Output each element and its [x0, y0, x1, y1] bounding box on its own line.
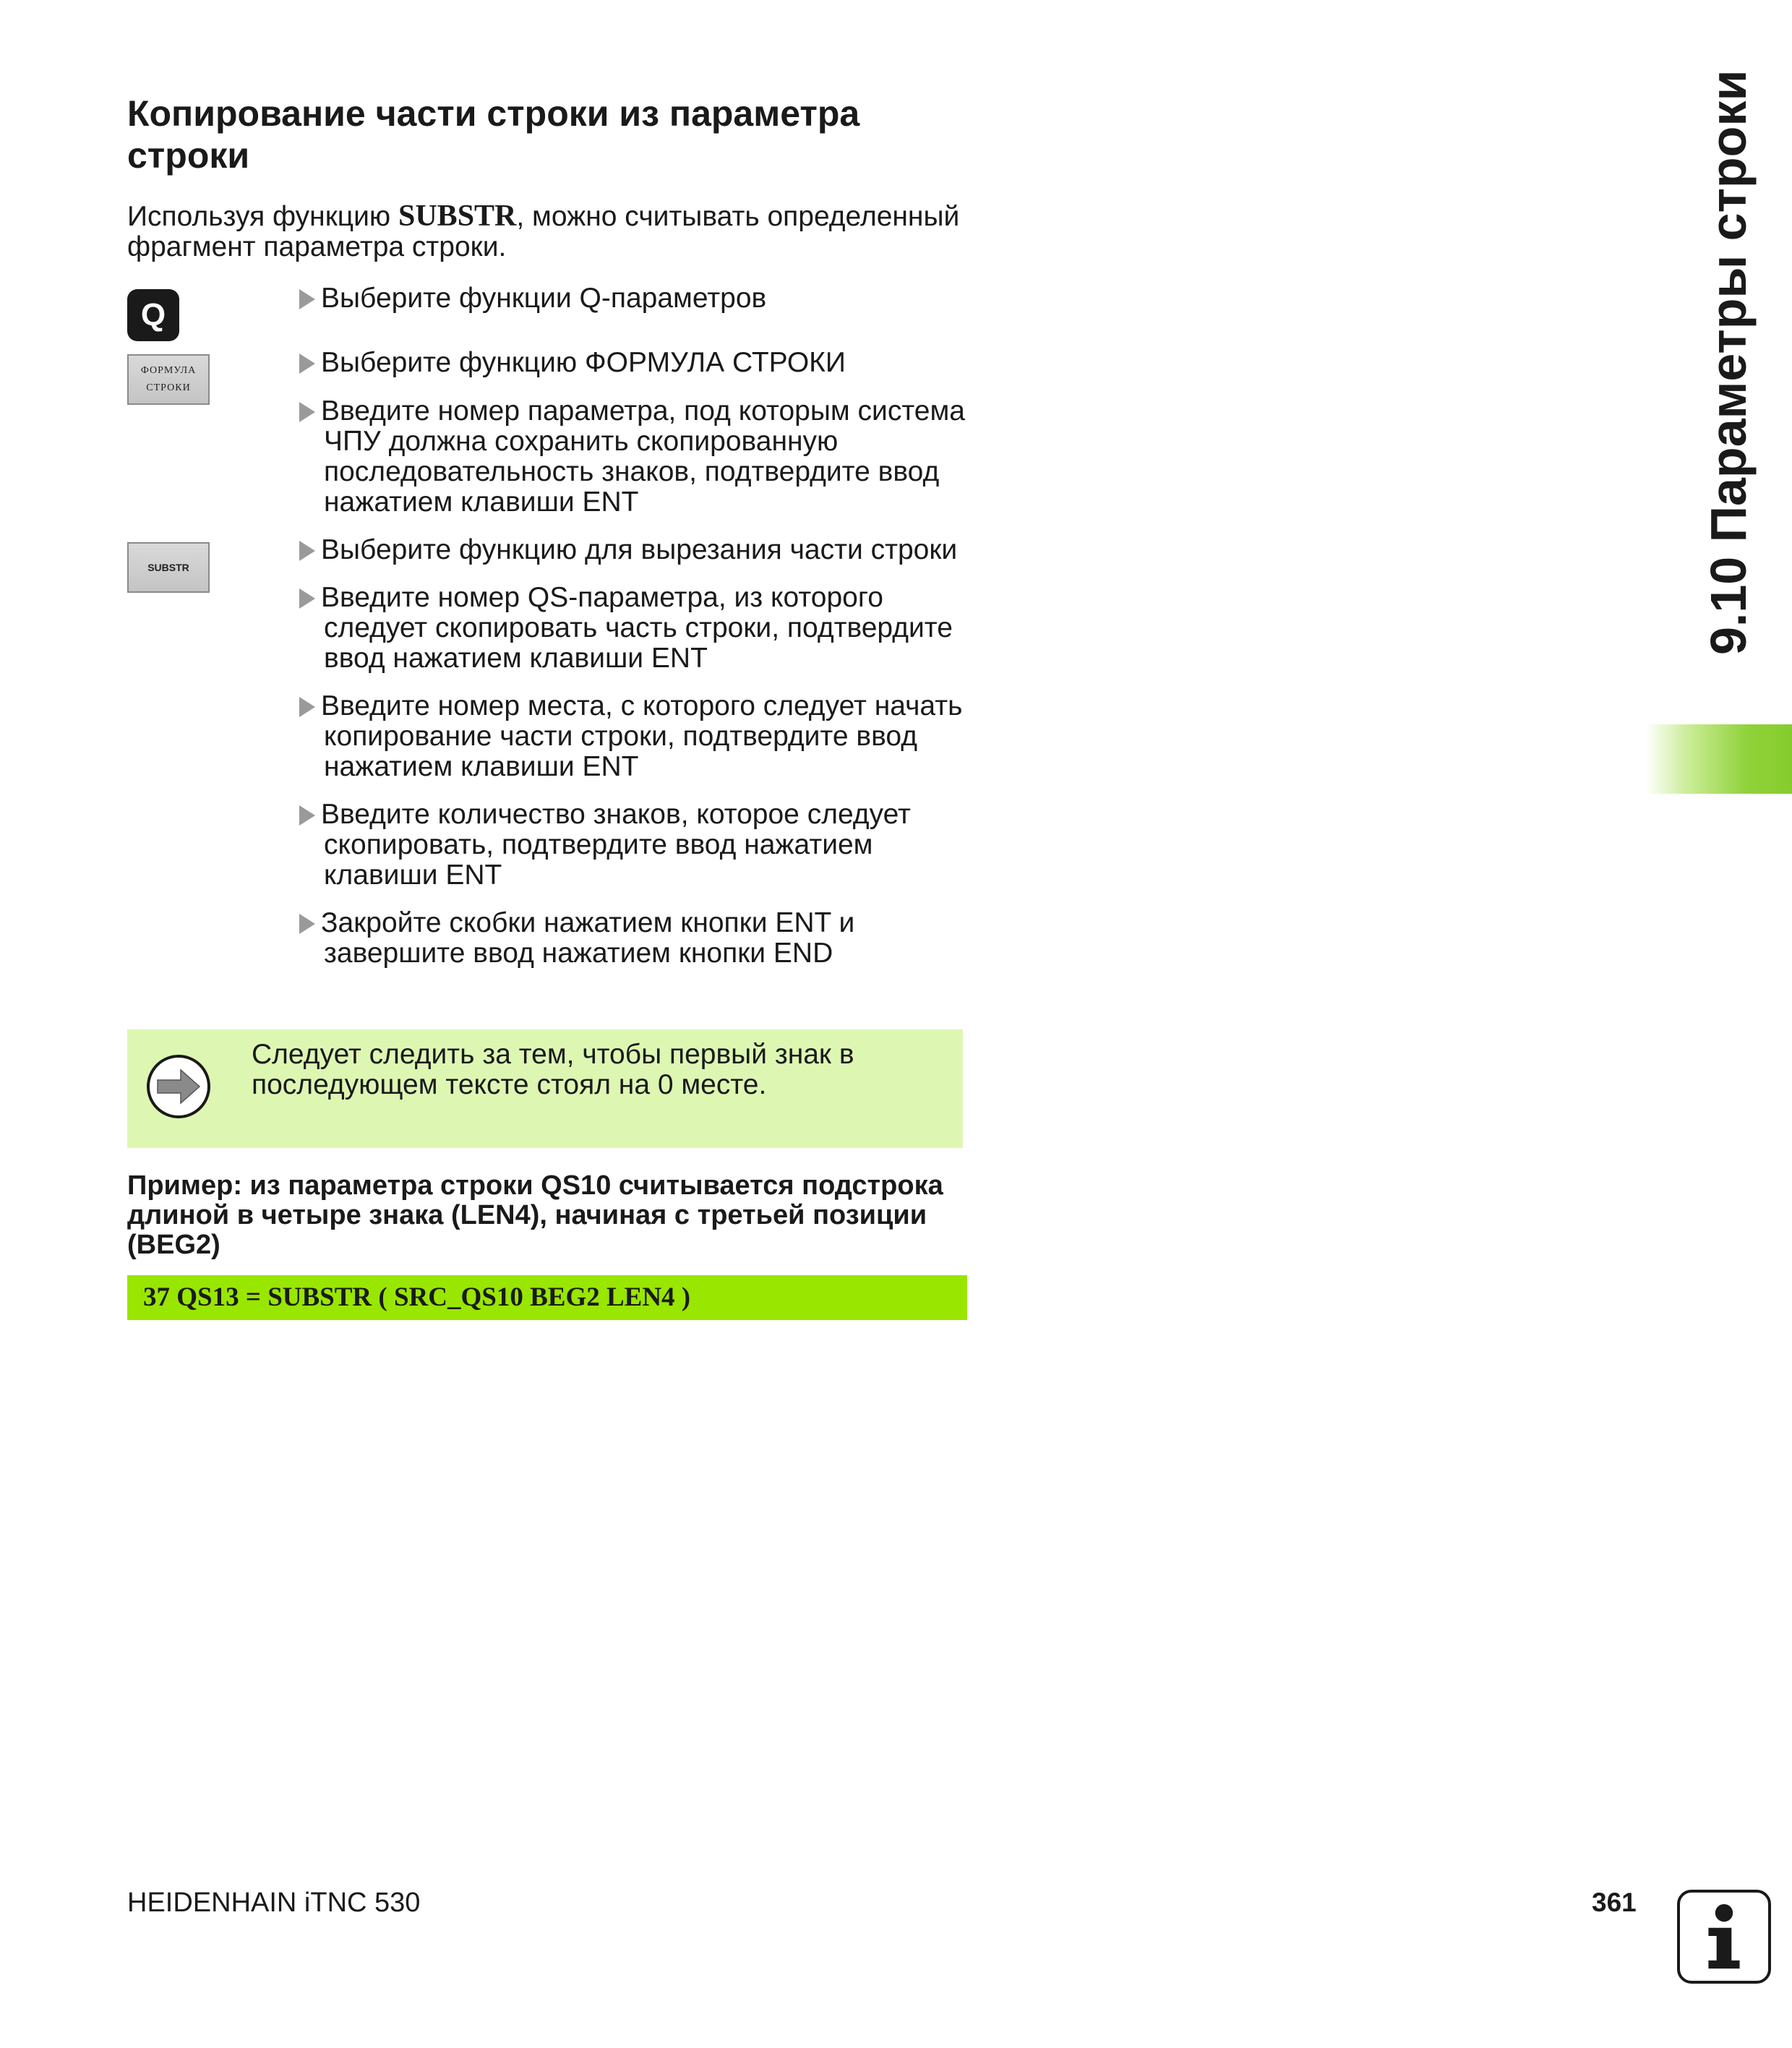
- step-arrow-icon: [299, 914, 315, 934]
- step-arrow-icon: [299, 588, 315, 609]
- q-key-icon: Q: [127, 289, 179, 341]
- step-arrow-icon: [299, 697, 315, 717]
- step-arrow-icon: [299, 541, 315, 561]
- example-heading: Пример: из параметра строки QS10 считывается подстрока длиной в четыре знака (LEN4), начиная с третьей позиции (BEG2): [127, 1170, 943, 1260]
- step-item: Выберите функцию ФОРМУЛА СТРОКИ: [298, 348, 970, 378]
- string-formula-softkey-icon: [127, 354, 210, 405]
- step-arrow-icon: [299, 805, 315, 826]
- info-icon: [1677, 1890, 1771, 1984]
- note-box: [127, 1029, 963, 1148]
- footer-product: HEIDENHAIN iTNC 530: [127, 1888, 421, 1918]
- step-item: Введите количество знаков, которое следует скопировать, подтвердите ввод нажатием клавиши ENT: [298, 800, 970, 891]
- intro-function-name: SUBSTR: [398, 200, 517, 233]
- step-arrow-icon: [299, 354, 315, 374]
- softkey-label-line2: СТРОКИ: [146, 382, 191, 393]
- step-item: Выберите функции Q-параметров: [298, 283, 970, 314]
- page-number: 361: [1592, 1888, 1637, 1917]
- step-item: Введите номер параметра, под которым система ЧПУ должна сохранить скопированную последовательность знаков, подтвердите ввод нажатием клавиши ENT: [298, 396, 970, 518]
- intro-before: Используя функцию: [127, 201, 398, 232]
- step-arrow-icon: [299, 289, 315, 309]
- intro-paragraph: [127, 201, 980, 262]
- chapter-side-title: 9.10 Параметры строки: [1700, 69, 1757, 655]
- note-text: Следует следить за тем, чтобы первый знак в последующем тексте стоял на 0 месте.: [252, 1039, 854, 1100]
- chapter-tab-bar: [1645, 724, 1792, 794]
- arrow-right-icon: [146, 1054, 211, 1119]
- step-item: Выберите функцию для вырезания части строки: [298, 535, 970, 565]
- step-item: Введите номер QS-параметра, из которого следует скопировать часть строки, подтвердите ввод нажатием клавиши ENT: [298, 583, 970, 674]
- step-arrow-icon: [299, 402, 315, 422]
- softkey-label-line1: ФОРМУЛА: [140, 365, 197, 376]
- intro-after: , можно считывать определенный фрагмент параметра строки.: [127, 201, 960, 262]
- step-item: Закройте скобки нажатием кнопки ENT и завершите ввод нажатием кнопки END: [298, 908, 970, 969]
- code-line: 37 QS13 = SUBSTR ( SRC_QS10 BEG2 LEN4 ): [127, 1275, 967, 1320]
- step-item: Введите номер места, с которого следует начать копирование части строки, подтвердите ввод нажатием клавиши ENT: [298, 691, 970, 782]
- section-heading: Копирование части строки из параметра строки: [127, 93, 860, 176]
- substr-softkey-icon: SUBSTR: [127, 542, 210, 593]
